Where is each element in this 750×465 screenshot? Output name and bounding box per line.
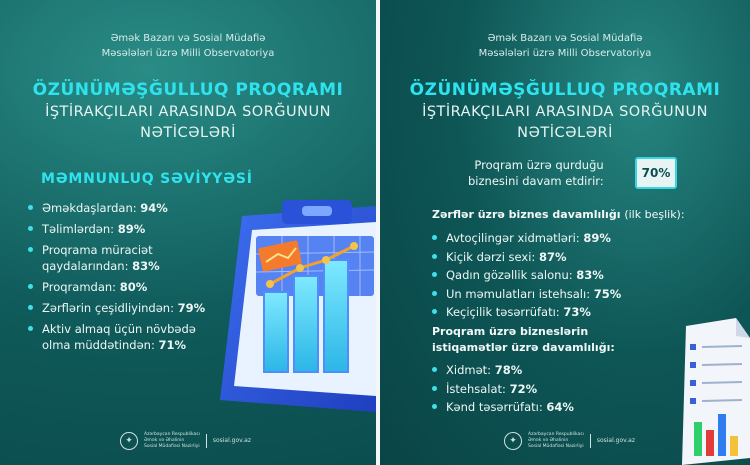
business-continuation-value: 70% [635, 157, 677, 189]
satisfaction-heading: MƏMNUNLUQ SƏVİYYƏSİ [41, 171, 253, 187]
program-title: ÖZÜNÜMƏŞĞULLUQ PROQRAMI [32, 80, 344, 100]
packages-list [432, 230, 732, 323]
list-item: Avtoçilingər xidmətləri: 89% [432, 230, 732, 246]
ministry-emblem-icon: ✦ [504, 432, 522, 450]
list-item: Keçiçilik təsərrüfatı: 73% [432, 304, 732, 320]
organization-name: Əmək Bazarı və Sosial Müdafiə Məsələləri üzrə Milli Observatoriya [478, 33, 652, 59]
program-subtitle: İŞTİRAKÇILARI ARASINDA SORĞUNUN NƏTİCƏLƏRİ [422, 104, 708, 141]
list-item: Qadın gözəllik salonu: 83% [432, 267, 732, 283]
list-item: Aktiv almaq üçün növbədə olma müddətindən: 71% [28, 321, 258, 353]
packages-heading: Zərflər üzrə biznes davamlılığı (ilk beşlik): [432, 208, 685, 221]
list-item: Un məmulatları istehsalı: 75% [432, 286, 732, 302]
business-continuation-label: Proqram üzrə qurduğu biznesini davam etdirir: [468, 158, 604, 188]
website-label: sosial.gov.az [212, 437, 251, 444]
directions-heading: Proqram üzrə bizneslərin istiqamətlər üzrə davamlılığı: [432, 325, 615, 354]
list-item: Proqramdan: 80% [28, 279, 258, 295]
document-chart-illustration [676, 318, 750, 465]
list-item: Proqrama müraciət qaydalarından: 83% [28, 242, 258, 274]
list-item: Kənd təsərrüfatı: 64% [432, 399, 732, 415]
program-title: ÖZÜNÜMƏŞĞULLUQ PROQRAMI [409, 80, 721, 100]
program-subtitle: İŞTİRAKÇILARI ARASINDA SORĞUNUN NƏTİCƏLƏRİ [45, 104, 331, 141]
website-label: sosial.gov.az [596, 437, 635, 444]
organization-name: Əmək Bazarı və Sosial Müdafiə Məsələləri üzrə Milli Observatoriya [101, 33, 275, 59]
ministry-logo: ✦ Azərbaycan Respublikası Əmək və Əhalinin Sosial Müdafiəsi Nazirliyi sosial.gov.az [504, 432, 635, 450]
list-item: Əməkdaşlardan: 94% [28, 200, 258, 216]
clipboard-chart-illustration [212, 200, 376, 430]
list-item: Xidmət: 78% [432, 362, 732, 378]
ministry-emblem-icon: ✦ [120, 432, 138, 450]
list-item: Təlimlərdən: 89% [28, 221, 258, 237]
list-item: İstehsalat: 72% [432, 381, 732, 397]
right-panel [380, 0, 750, 465]
ministry-logo: ✦ Azərbaycan Respublikası Əmək və Əhalinin Sosial Müdafiəsi Nazirliyi sosial.gov.az [120, 432, 251, 450]
list-item: Kiçik dərzi sexi: 87% [432, 249, 732, 265]
list-item: Zərflərin çeşidliyindən: 79% [28, 300, 258, 316]
